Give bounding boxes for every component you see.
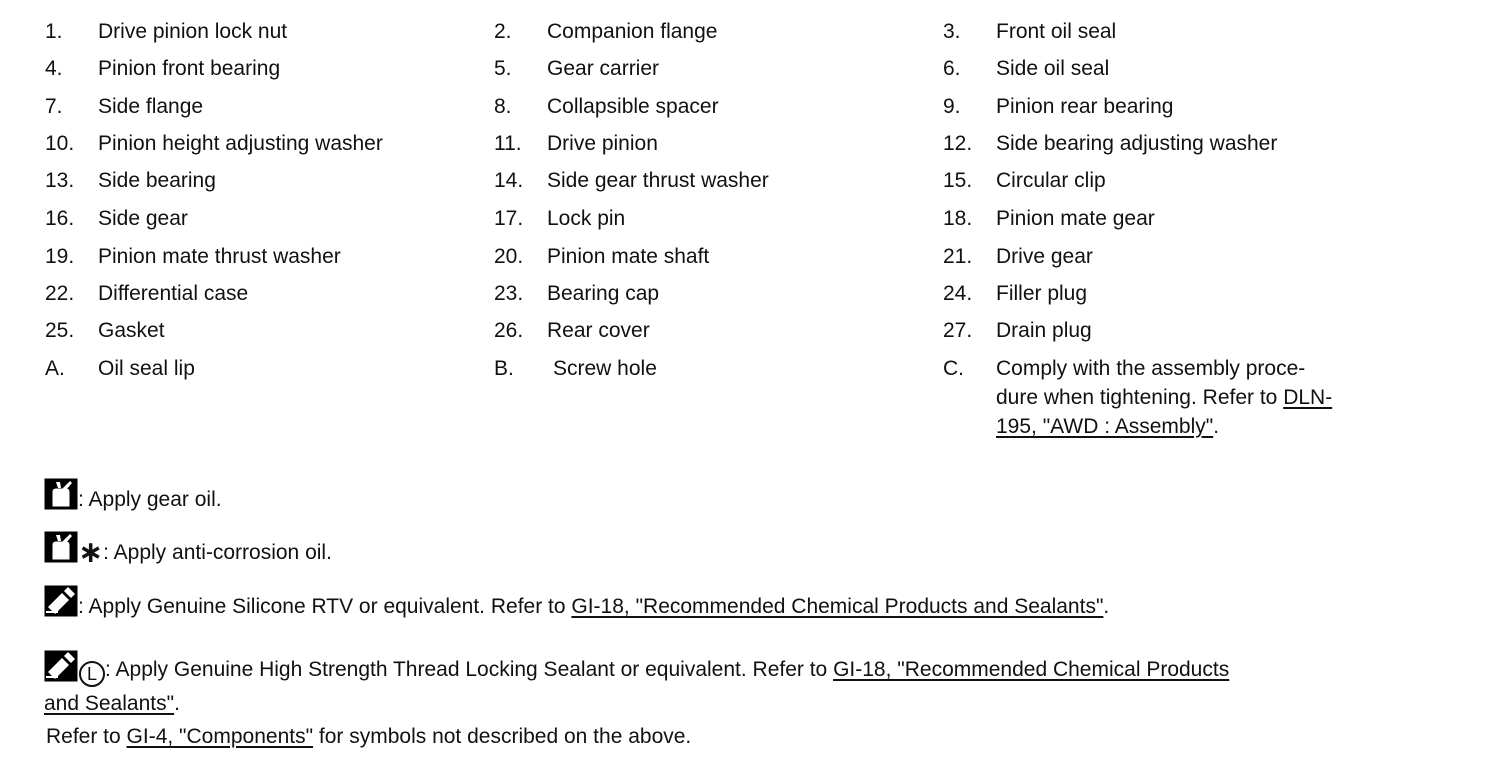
- part-label: Filler plug: [996, 282, 1088, 305]
- part-number: 22.: [45, 282, 75, 305]
- part-label: Companion flange: [547, 20, 718, 43]
- part-label: Rear cover: [547, 319, 650, 342]
- part-letter: B.: [494, 357, 514, 380]
- thread-locking-period: .: [174, 692, 180, 715]
- part-number: 20.: [494, 245, 524, 268]
- part-number: 15.: [943, 169, 973, 192]
- asterisk-icon: ∗: [78, 536, 104, 569]
- part-number: 3.: [943, 20, 961, 43]
- part-label: Gear carrier: [547, 57, 660, 80]
- part-number: 2.: [494, 20, 512, 43]
- part-label: Gasket: [98, 319, 165, 342]
- sealant-icon: [44, 585, 78, 617]
- part-number: 27.: [943, 319, 973, 342]
- part-label: Front oil seal: [996, 20, 1117, 43]
- note-c-line2: [996, 383, 1396, 412]
- part-label: Side oil seal: [996, 57, 1110, 80]
- part-number: 12.: [943, 132, 973, 155]
- part-letter: C.: [943, 357, 964, 380]
- oil-can-icon: [44, 531, 78, 563]
- thread-locking-line1: [44, 650, 1229, 687]
- gear-oil-text: : Apply gear oil.: [78, 488, 222, 511]
- note-c-line2-text: dure when tightening. Refer to: [996, 386, 1284, 409]
- silicone-period: .: [1103, 595, 1110, 618]
- dln-195-link-part2[interactable]: 195, "AWD : Assembly": [996, 415, 1214, 438]
- part-label: Side bearing: [98, 169, 216, 192]
- part-number: 17.: [494, 207, 524, 230]
- part-label: Circular clip: [996, 169, 1106, 192]
- silicone-text: : Apply Genuine Silicone RTV or equivalent. Refer to: [78, 595, 572, 618]
- part-number: 13.: [45, 169, 75, 192]
- part-letter: A.: [45, 357, 65, 380]
- part-number: 19.: [45, 245, 75, 268]
- part-label: Pinion mate shaft: [547, 245, 710, 268]
- circle-l-icon: L: [79, 661, 105, 687]
- thread-locking-text: : Apply Genuine High Strength Thread Locking Sealant or equivalent. Refer to: [105, 658, 834, 681]
- part-label: Side gear thrust washer: [547, 169, 769, 192]
- part-number: 1.: [45, 20, 63, 43]
- part-label: Pinion rear bearing: [996, 95, 1174, 118]
- oil-can-icon: [44, 478, 78, 510]
- refer-end-text: for symbols not described on the above.: [313, 725, 692, 748]
- part-number: 10.: [45, 132, 75, 155]
- part-number: 7.: [45, 95, 63, 118]
- part-label: Screw hole: [553, 357, 657, 380]
- part-number: 23.: [494, 282, 524, 305]
- anti-corrosion-text: : Apply anti-corrosion oil.: [103, 541, 332, 564]
- part-label: Oil seal lip: [98, 357, 195, 380]
- part-number: 21.: [943, 245, 973, 268]
- legend-silicone: [44, 585, 1109, 620]
- part-number: 6.: [943, 57, 961, 80]
- part-number: 4.: [45, 57, 63, 80]
- part-label: Pinion mate gear: [996, 207, 1155, 230]
- part-label: Pinion height adjusting washer: [98, 132, 383, 155]
- legend-thread-locking: [44, 650, 1229, 720]
- note-c-line1: Comply with the assembly proce-: [996, 357, 1306, 380]
- part-label: Collapsible spacer: [547, 95, 719, 118]
- note-c-period: .: [1213, 415, 1220, 438]
- part-label: Pinion mate thrust washer: [98, 245, 341, 268]
- thread-locking-line2: [44, 687, 1229, 720]
- part-number: 25.: [45, 319, 75, 342]
- dln-195-link-part1[interactable]: DLN-: [1283, 386, 1333, 409]
- sealant-icon: [44, 650, 78, 682]
- gi-18-link[interactable]: GI-18, "Recommended Chemical Products and Sealants": [571, 595, 1104, 618]
- gi-4-link[interactable]: GI-4, "Components": [126, 725, 314, 748]
- part-label: Pinion front bearing: [98, 57, 281, 80]
- part-label: Differential case: [98, 282, 249, 305]
- part-label: Drive gear: [996, 245, 1093, 268]
- part-label: Drive pinion: [547, 132, 658, 155]
- refer-text: Refer to: [46, 725, 127, 748]
- part-number: 5.: [494, 57, 512, 80]
- note-c-text: [996, 354, 1396, 441]
- part-number: 16.: [45, 207, 75, 230]
- legend-gear-oil: [44, 478, 222, 513]
- part-number: 26.: [494, 319, 524, 342]
- note-c-line3: [996, 412, 1396, 441]
- part-label: Bearing cap: [547, 282, 660, 305]
- gi-18-link-part2[interactable]: and Sealants": [44, 692, 175, 715]
- part-number: 11.: [494, 132, 522, 155]
- part-number: 8.: [494, 95, 512, 118]
- legend-anti-corrosion: [44, 531, 332, 569]
- part-number: 9.: [943, 95, 961, 118]
- part-number: 14.: [494, 169, 524, 192]
- part-number: 18.: [943, 207, 973, 230]
- refer-note: [46, 724, 691, 750]
- part-label: Drain plug: [996, 319, 1092, 342]
- part-label: Side bearing adjusting washer: [996, 132, 1278, 155]
- part-label: Drive pinion lock nut: [98, 20, 288, 43]
- part-number: 24.: [943, 282, 973, 305]
- part-label: Side flange: [98, 95, 204, 118]
- part-label: Side gear: [98, 207, 188, 230]
- part-label: Lock pin: [547, 207, 626, 230]
- gi-18-link-part1[interactable]: GI-18, "Recommended Chemical Products: [833, 658, 1230, 681]
